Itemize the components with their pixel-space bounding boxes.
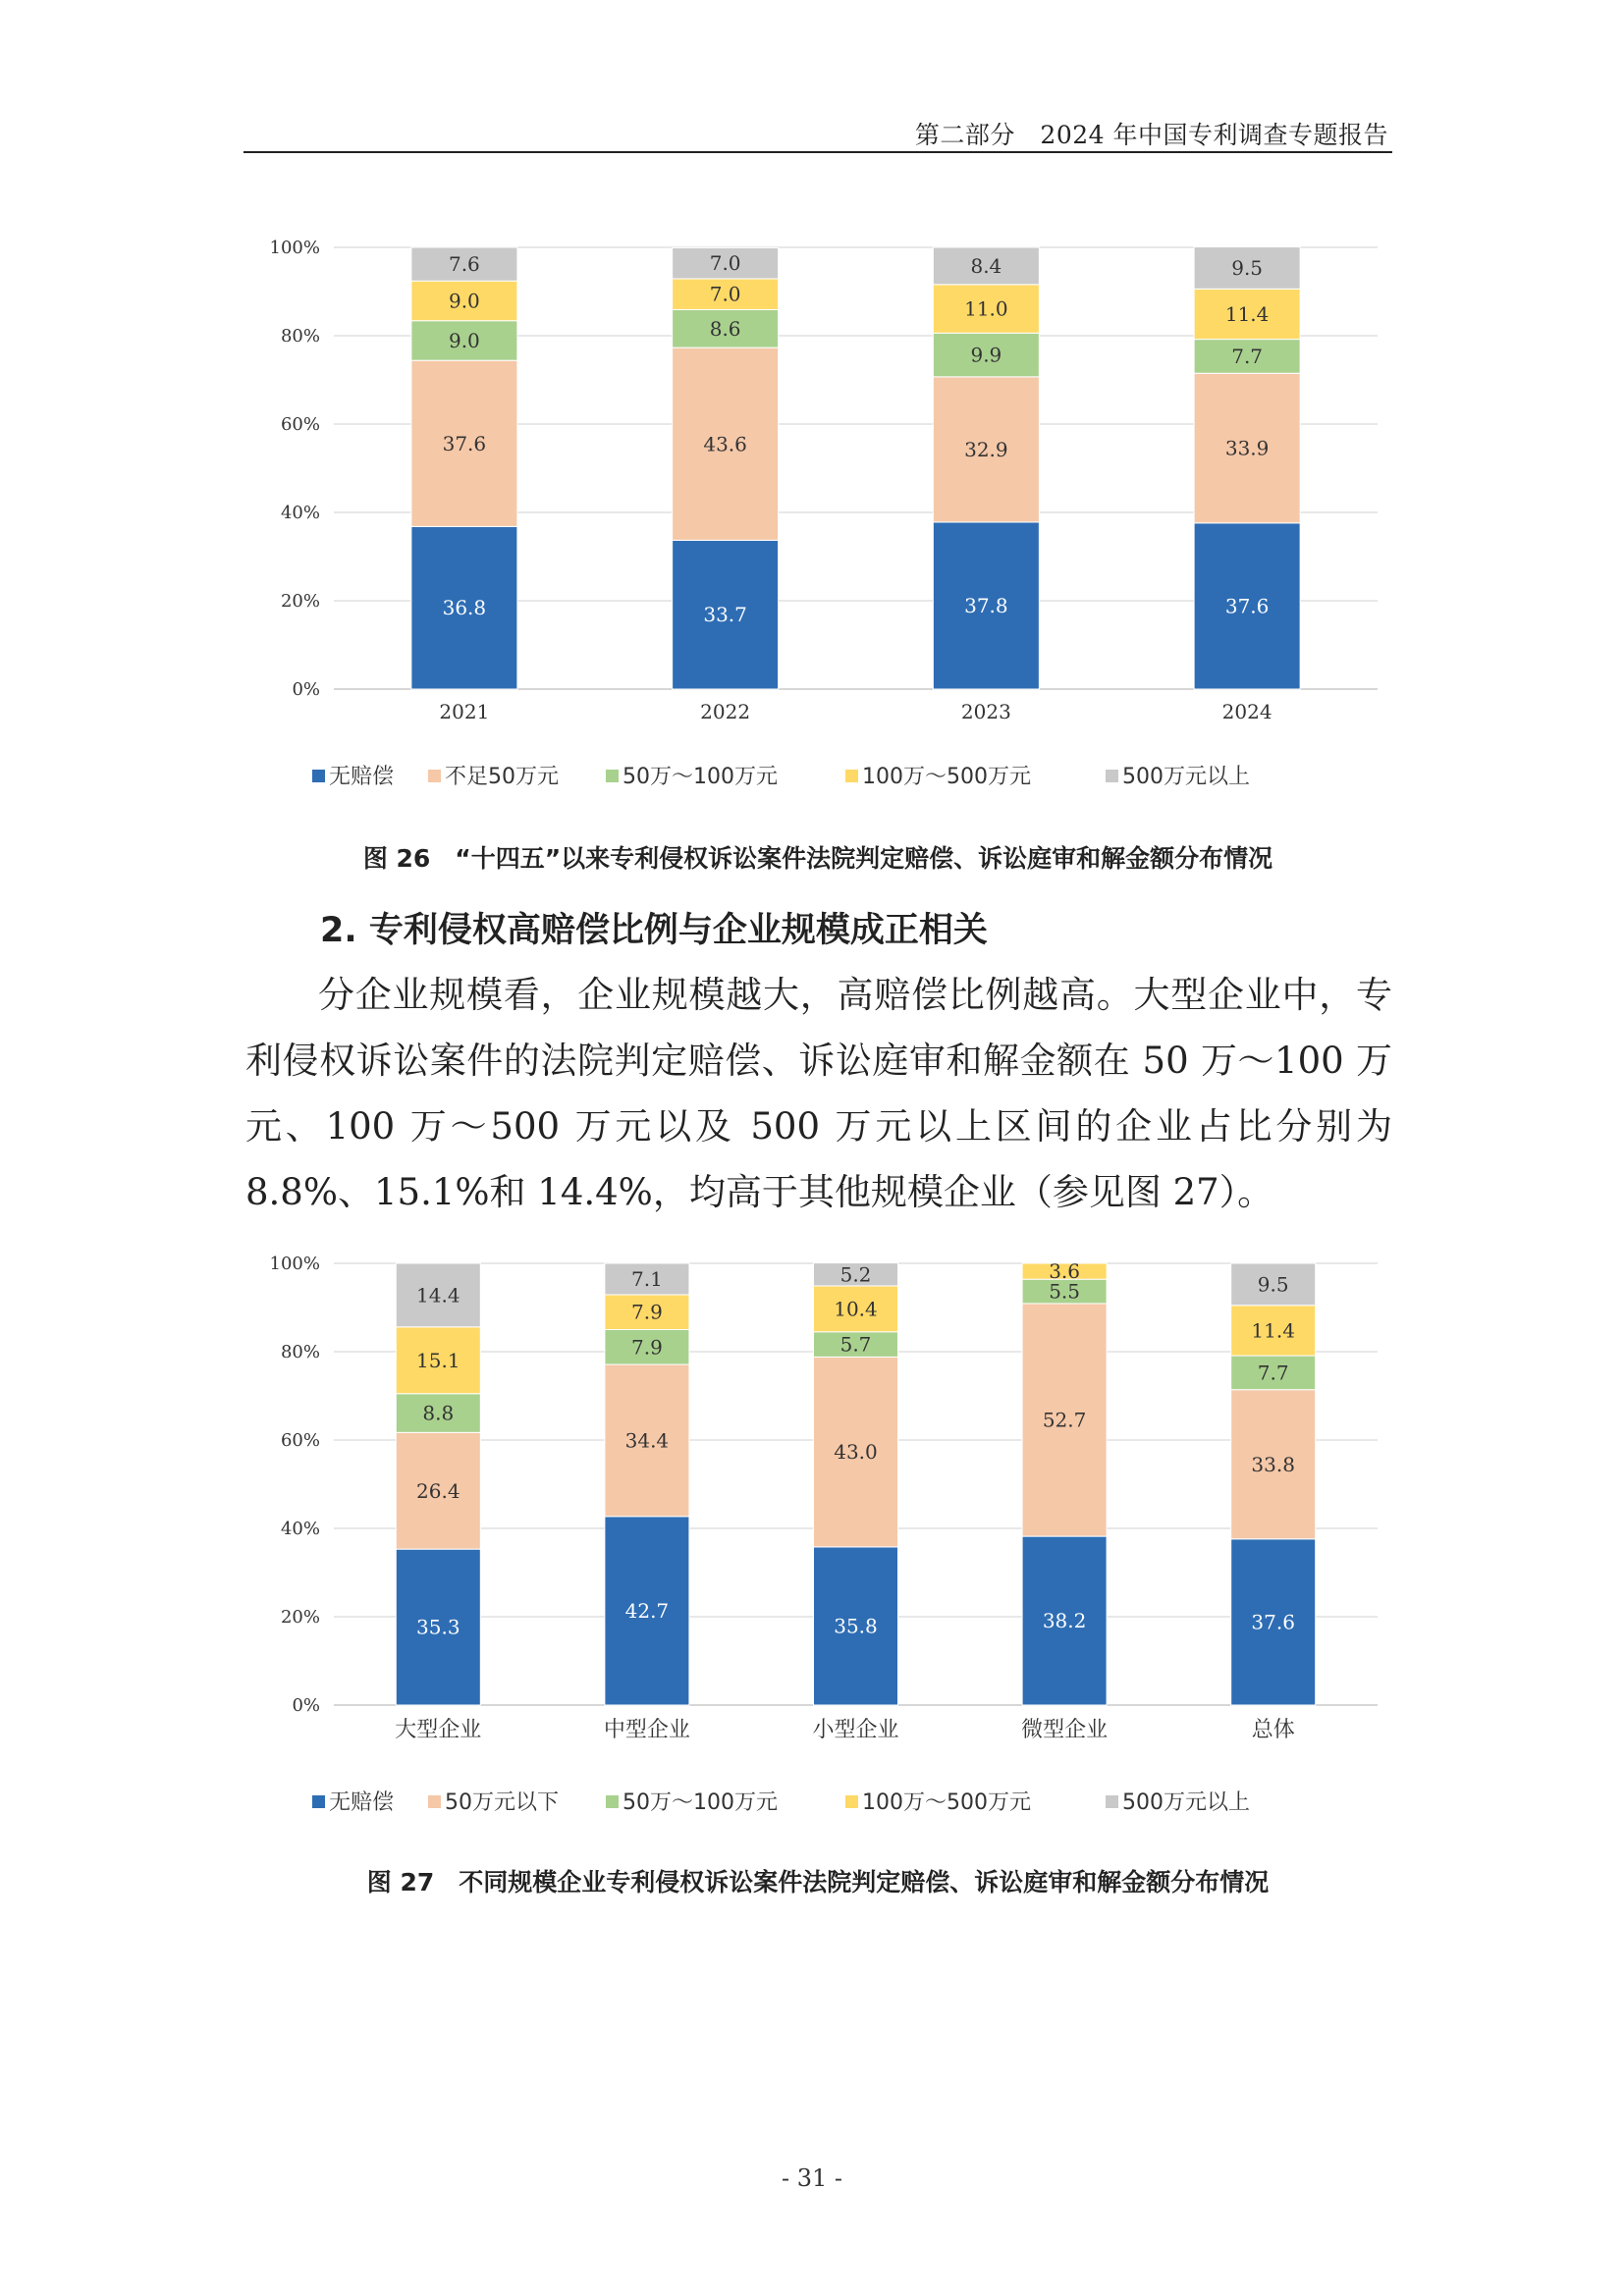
data-label: 9.5 xyxy=(1231,255,1264,280)
category-label: 2024 xyxy=(1221,700,1272,723)
legend-swatch xyxy=(606,770,619,782)
y-tick-label: 40% xyxy=(280,503,320,523)
category-label: 2022 xyxy=(700,700,751,723)
legend-label: 50万元以下 xyxy=(445,1790,559,1815)
legend-label: 50万～100万元 xyxy=(623,765,778,789)
legend-swatch xyxy=(845,1795,858,1808)
data-label: 7.0 xyxy=(709,251,741,276)
data-label: 5.5 xyxy=(1049,1279,1081,1304)
data-label: 36.8 xyxy=(442,596,487,620)
data-label: 9.0 xyxy=(448,289,480,313)
legend-swatch xyxy=(428,1795,441,1808)
data-label: 43.6 xyxy=(703,432,747,456)
data-label: 37.6 xyxy=(1251,1610,1295,1634)
data-label: 33.7 xyxy=(703,603,747,627)
page-header xyxy=(244,116,1392,153)
legend-swatch xyxy=(312,770,325,782)
y-tick-label: 60% xyxy=(280,414,320,435)
legend-swatch xyxy=(428,770,441,782)
data-label: 11.4 xyxy=(1251,1318,1295,1343)
chart-figure-27 xyxy=(244,1242,1392,1831)
category-label: 微型企业 xyxy=(1021,1718,1109,1742)
category-label: 2021 xyxy=(439,700,490,723)
data-label: 11.4 xyxy=(1224,301,1270,326)
data-label: 33.9 xyxy=(1224,436,1270,460)
data-label: 37.6 xyxy=(442,431,487,455)
y-tick-label: 20% xyxy=(280,1607,320,1628)
data-label: 5.7 xyxy=(839,1332,872,1357)
legend-swatch xyxy=(1106,1795,1118,1808)
data-label: 52.7 xyxy=(1042,1408,1087,1432)
category-label: 中型企业 xyxy=(603,1718,690,1742)
y-tick-label: 40% xyxy=(280,1519,320,1539)
data-label: 32.9 xyxy=(964,437,1008,461)
header-text: 第二部分 2024 年中国专利调查专题报告 xyxy=(914,121,1388,149)
data-label: 11.0 xyxy=(964,296,1008,321)
y-tick-label: 60% xyxy=(280,1430,320,1451)
figure-26-caption: 图 26 “十四五”以来专利侵权诉讼案件法院判定赔偿、诉讼庭审和解金额分布情况 xyxy=(362,844,1273,873)
y-tick-label: 100% xyxy=(269,238,320,258)
data-label: 8.4 xyxy=(970,253,1002,278)
data-label: 3.6 xyxy=(1049,1259,1081,1284)
legend-label: 100万～500万元 xyxy=(862,765,1031,789)
data-label: 42.7 xyxy=(624,1598,670,1623)
legend-label: 500万元以上 xyxy=(1122,1790,1250,1815)
legend-label: 100万～500万元 xyxy=(862,1790,1031,1815)
data-label: 8.8 xyxy=(422,1401,455,1425)
data-label: 7.7 xyxy=(1231,344,1264,368)
legend-swatch xyxy=(845,770,858,782)
chart-figure-26 xyxy=(244,226,1392,815)
legend-label: 无赔偿 xyxy=(329,1790,395,1815)
data-label: 7.9 xyxy=(630,1335,663,1360)
data-label: 5.2 xyxy=(839,1262,872,1287)
data-label: 33.8 xyxy=(1251,1452,1295,1476)
legend-label: 500万元以上 xyxy=(1122,765,1250,789)
section-title: 2. 专利侵权高赔偿比例与企业规模成正相关 xyxy=(320,911,988,950)
data-label: 7.7 xyxy=(1257,1361,1289,1385)
legend-label: 无赔偿 xyxy=(329,765,395,789)
data-label: 7.0 xyxy=(709,282,741,306)
y-tick-label: 80% xyxy=(280,326,320,347)
data-label: 43.0 xyxy=(834,1440,878,1465)
legend-swatch xyxy=(606,1795,619,1808)
data-label: 8.6 xyxy=(709,316,741,341)
data-label: 38.2 xyxy=(1042,1609,1087,1633)
legend-swatch xyxy=(312,1795,325,1808)
data-label: 9.0 xyxy=(448,328,480,352)
data-label: 37.8 xyxy=(964,593,1008,617)
data-label: 7.6 xyxy=(448,252,480,277)
legend-swatch xyxy=(1106,770,1118,782)
data-label: 10.4 xyxy=(834,1297,878,1321)
legend-label: 不足50万元 xyxy=(445,765,559,789)
data-label: 9.5 xyxy=(1257,1272,1289,1297)
data-label: 7.1 xyxy=(630,1266,663,1291)
data-label: 14.4 xyxy=(416,1283,460,1308)
data-label: 7.9 xyxy=(630,1300,663,1324)
y-tick-label: 80% xyxy=(280,1342,320,1362)
y-tick-label: 20% xyxy=(280,591,320,612)
data-label: 9.9 xyxy=(970,343,1002,367)
legend-label: 50万～100万元 xyxy=(623,1790,778,1815)
data-label: 37.6 xyxy=(1224,594,1270,618)
y-tick-label: 100% xyxy=(269,1254,320,1274)
y-tick-label: 0% xyxy=(292,1695,320,1716)
figure-27-caption: 图 27 不同规模企业专利侵权诉讼案件法院判定赔偿、诉讼庭审和解金额分布情况 xyxy=(366,1868,1270,1896)
page-number: - 31 - xyxy=(781,2164,842,2192)
data-label: 34.4 xyxy=(624,1428,670,1453)
category-label: 小型企业 xyxy=(812,1718,899,1742)
body-paragraph: 分企业规模看，企业规模越大，高赔偿比例越高。大型企业中，专利侵权诉讼案件的法院判定赔偿、诉讼庭审和解金额在 50 万～100 万元、100 万～500 万元以及 500 万元以上区间的企业占比分别为 8.8%、15.1%和 14.4%，均高于其他规模企业（参见图 27）。 xyxy=(245,974,1392,1213)
category-label: 总体 xyxy=(1251,1718,1295,1742)
chart-27-svg xyxy=(244,1242,1392,1831)
data-label: 26.4 xyxy=(416,1478,460,1503)
y-tick-label: 0% xyxy=(292,679,320,700)
data-label: 35.3 xyxy=(416,1615,460,1639)
category-label: 大型企业 xyxy=(395,1718,482,1742)
category-label: 2023 xyxy=(960,700,1011,723)
data-label: 15.1 xyxy=(416,1348,460,1372)
data-label: 35.8 xyxy=(834,1614,878,1638)
chart-26-svg xyxy=(244,226,1392,815)
